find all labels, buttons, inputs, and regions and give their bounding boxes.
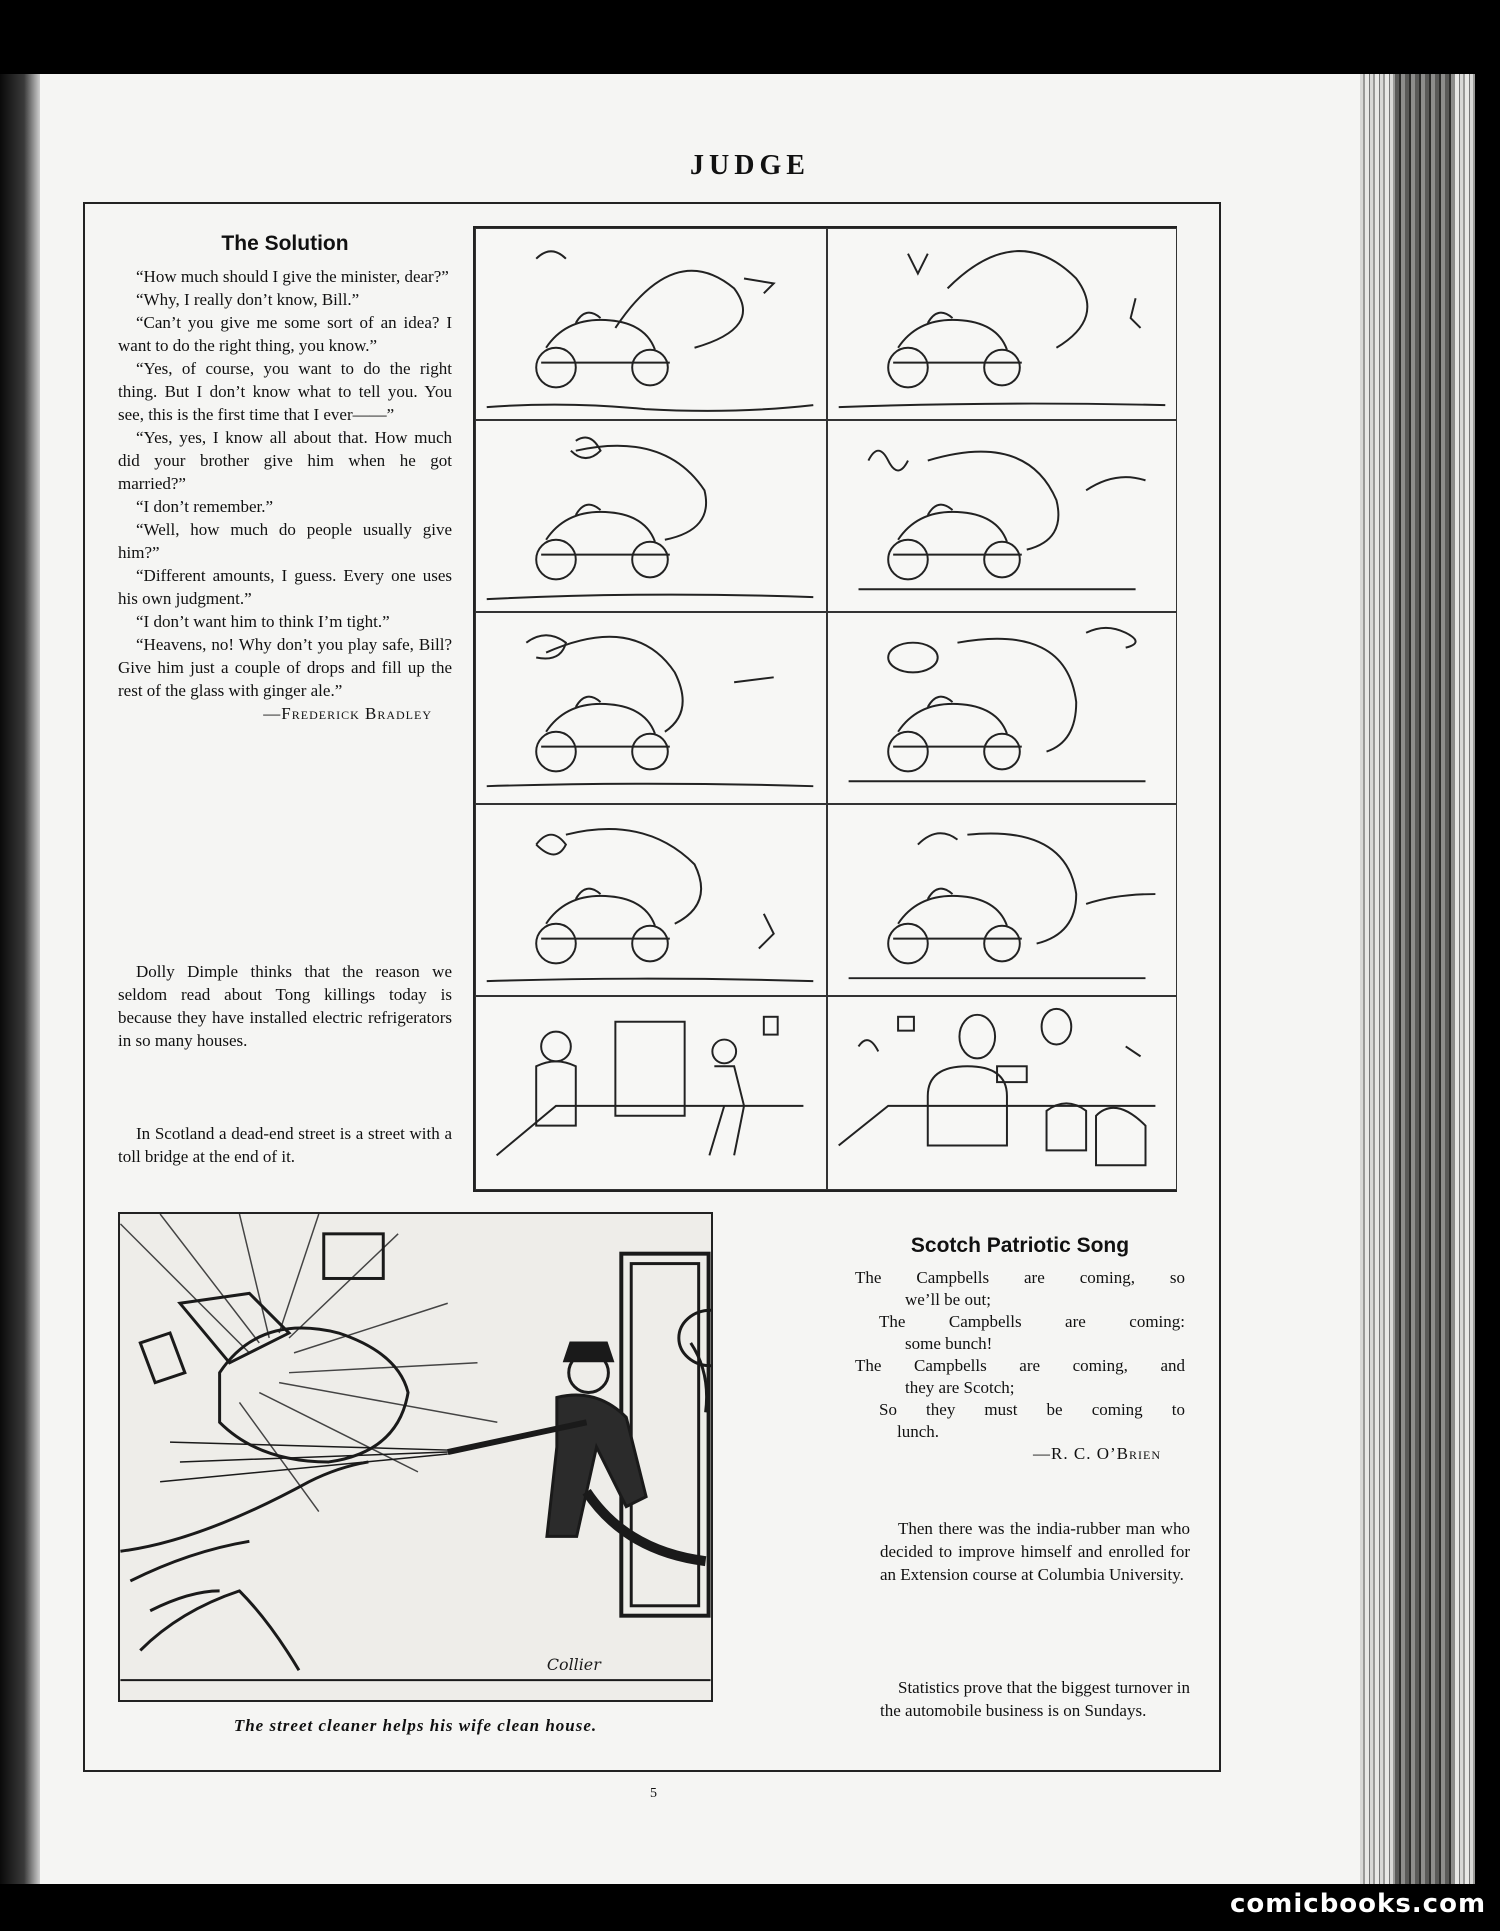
poem-block bbox=[855, 1235, 1185, 1465]
street-cleaner-cartoon bbox=[118, 1212, 713, 1702]
joke-dolly-text: Dolly Dimple thinks that the reason we seldom read about Tong killings today is because they have installed electric refrigerators in so many houses. bbox=[118, 962, 452, 1050]
solution-paragraph: “Heavens, no! Why don’t you play safe, Bill? Give him just a couple of drops and fill up the rest of the glass with ginger ale.” bbox=[118, 635, 452, 700]
joke-rubber-text: Then there was the india-rubber man who decided to improve himself and enrolled for an Extension course at Columbia University. bbox=[880, 1519, 1190, 1584]
solution-paragraph: “Why, I really don’t know, Bill.” bbox=[136, 290, 360, 309]
comic-panel-6 bbox=[827, 612, 1177, 804]
comic-strip-grid bbox=[473, 226, 1177, 1192]
joke-scotland-text: In Scotland a dead-end street is a street with a toll bridge at the end of it. bbox=[118, 1124, 452, 1166]
solution-paragraph: “How much should I give the minister, dear?” bbox=[136, 267, 449, 286]
comic-panel-8 bbox=[827, 804, 1177, 996]
watermark: comicbooks.com bbox=[1230, 1889, 1487, 1919]
masthead: JUDGE bbox=[690, 150, 810, 181]
solution-column bbox=[118, 232, 452, 725]
solution-byline: —Frederick Bradley bbox=[263, 704, 432, 723]
solution-paragraph: “Yes, yes, I know all about that. How much did your brother give him when he got married?” bbox=[118, 428, 452, 493]
comic-panel-5 bbox=[475, 612, 827, 804]
poem-line: The Campbells are coming: bbox=[879, 1312, 1185, 1331]
poem-line: we’ll be out; bbox=[905, 1290, 991, 1309]
joke-scotland bbox=[118, 1122, 452, 1168]
comic-panel-10 bbox=[827, 996, 1177, 1190]
poem-line: they are Scotch; bbox=[905, 1378, 1015, 1397]
comic-panel-7 bbox=[475, 804, 827, 996]
solution-paragraph: “Different amounts, I guess. Every one uses his own judgment.” bbox=[118, 566, 452, 608]
poem-line: some bunch! bbox=[905, 1334, 993, 1353]
comic-panel-3 bbox=[475, 420, 827, 612]
comic-panel-2 bbox=[827, 228, 1177, 420]
solution-paragraph: “Yes, of course, you want to do the right thing. But I don’t know what to tell you. You see, this is the first time that I ever——” bbox=[118, 359, 452, 424]
poem-line: lunch. bbox=[897, 1422, 940, 1441]
poem-line: So they must be coming to bbox=[879, 1400, 1185, 1419]
joke-stats-text: Statistics prove that the biggest turnover in the automobile business is on Sundays. bbox=[880, 1678, 1190, 1720]
book-spine-edge bbox=[0, 74, 40, 1884]
comic-panel-9 bbox=[475, 996, 827, 1190]
joke-stats bbox=[880, 1676, 1190, 1722]
poem-title: Scotch Patriotic Song bbox=[910, 1234, 1130, 1257]
svg-text:Collier: Collier bbox=[546, 1655, 601, 1675]
poem-line: The Campbells are coming, and bbox=[855, 1356, 1185, 1375]
solution-title: The Solution bbox=[221, 232, 349, 255]
page-stack-dark bbox=[1395, 74, 1455, 1884]
comic-panel-4 bbox=[827, 420, 1177, 612]
page-number: 5 bbox=[650, 1786, 657, 1801]
cartoon-caption: The street cleaner helps his wife clean house. bbox=[233, 1716, 598, 1735]
solution-paragraph: “Well, how much do people usually give him?” bbox=[118, 520, 452, 562]
solution-paragraph: “I don’t remember.” bbox=[136, 497, 274, 516]
solution-paragraph: “Can’t you give me some sort of an idea? I want to do the right thing, you know.” bbox=[118, 313, 452, 355]
joke-rubber bbox=[880, 1517, 1190, 1586]
joke-dolly bbox=[118, 960, 452, 1052]
poem-byline: —R. C. O’Brien bbox=[1033, 1444, 1161, 1463]
solution-paragraph: “I don’t want him to think I’m tight.” bbox=[136, 612, 390, 631]
poem-line: The Campbells are coming, so bbox=[855, 1268, 1185, 1287]
comic-panel-1 bbox=[475, 228, 827, 420]
